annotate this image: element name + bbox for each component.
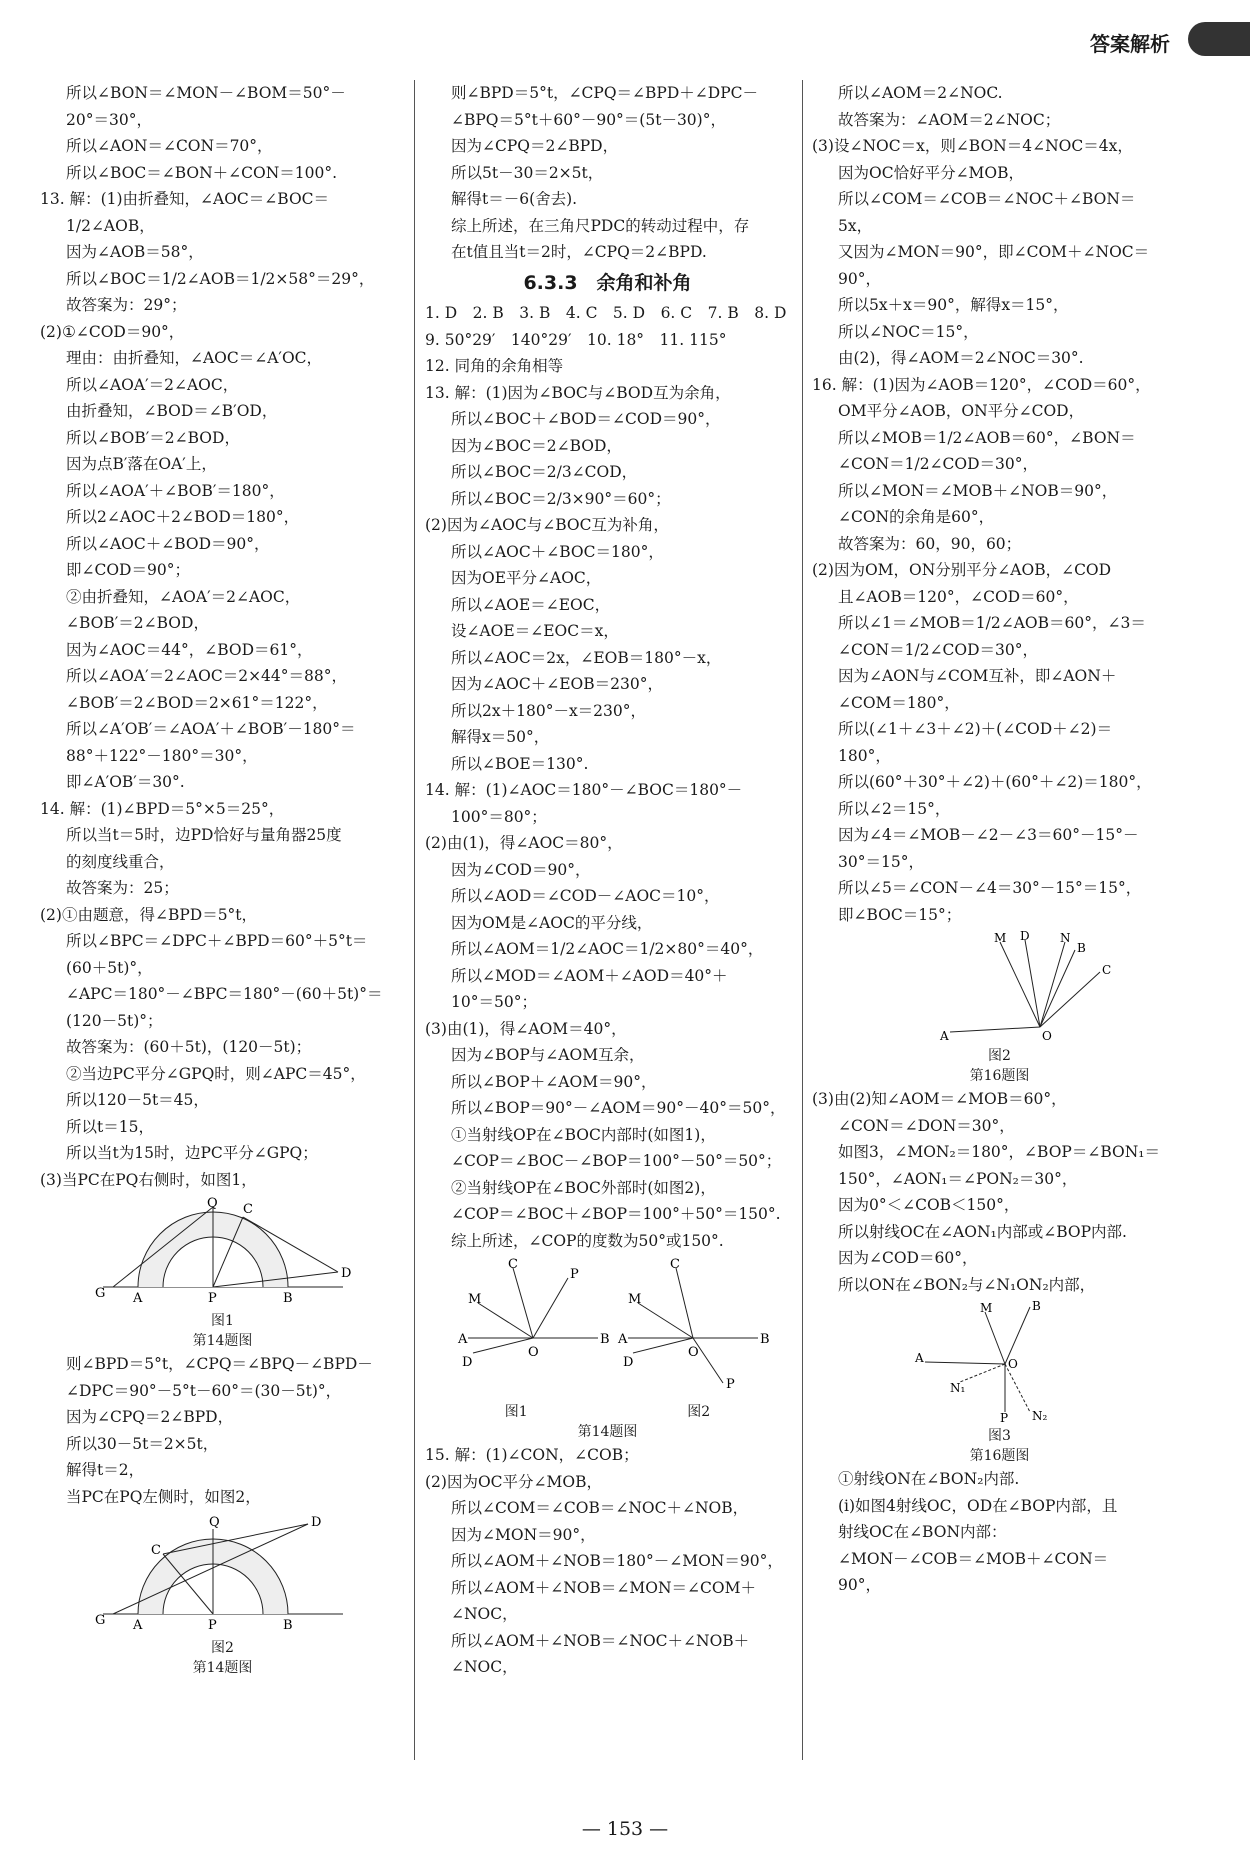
text-line: 则∠BPD＝5°t，∠CPQ＝∠BPQ－∠BPD－	[66, 1355, 373, 1373]
figure-title: 第16题图	[969, 1448, 1030, 1464]
figure-title: 第14题图	[192, 1660, 253, 1676]
text-line: 所以∠A′OB′＝∠AOA′＋∠BOB′－180°＝	[66, 720, 356, 738]
text-line: 因为∠CPQ＝2∠BPD，	[66, 1408, 234, 1426]
text-line: 所以ON在∠BON₂与∠N₁ON₂内部，	[838, 1275, 1096, 1294]
text-line: 所以∠AOM＝2∠NOC.	[838, 84, 1003, 102]
svg-text:Q: Q	[208, 1515, 220, 1530]
header-tab	[1188, 22, 1250, 56]
svg-text:M: M	[467, 1292, 481, 1307]
svg-text:B: B	[1031, 1299, 1041, 1313]
text-line: ∠BPQ＝5°t＋60°－90°＝(5t－30)°，	[451, 110, 726, 129]
label: D	[340, 1266, 351, 1281]
figure-title: 第14题图	[577, 1424, 638, 1440]
svg-text:C: C	[669, 1257, 680, 1272]
text-line: (2)①由题意，得∠BPD＝5°t，	[40, 905, 258, 924]
svg-text:O: O	[1041, 1029, 1052, 1043]
text-line: 故答案为：60，90，60；	[838, 534, 1022, 553]
text-line: ②当射线OP在∠BOC外部时(如图2)，	[451, 1178, 716, 1197]
text-line: 90°，	[838, 1576, 881, 1594]
svg-text:A: A	[914, 1351, 924, 1365]
text-line: 因为∠AON与∠COM互补，即∠AON＋	[838, 667, 1117, 685]
column-divider	[802, 80, 803, 1760]
svg-text:P: P	[999, 1411, 1008, 1425]
text-line: 则∠BPD＝5°t，∠CPQ＝∠BPD＋∠DPC－	[451, 84, 758, 102]
figure-16-2	[890, 929, 1111, 1043]
text-line: 所以∠AOA′＝2∠AOC，	[66, 375, 239, 394]
text-line: 所以(∠1＋∠3＋∠2)＋(∠COD＋∠2)＝	[838, 720, 1113, 738]
text-line: (2)由(1)，得∠AOC＝80°，	[425, 834, 623, 852]
figure-title: 第16题图	[969, 1068, 1030, 1084]
text-line: 因为∠4＝∠MOB－∠2－∠3＝60°－15°－	[838, 826, 1139, 844]
text-line: 所以30－5t＝2×5t，	[66, 1434, 219, 1453]
svg-text:B: B	[282, 1618, 293, 1633]
text-line: 因为∠COD＝60°，	[838, 1249, 978, 1267]
svg-text:N₁: N₁	[949, 1381, 965, 1395]
figure-14-2	[93, 1514, 353, 1634]
text-line: 理由：由折叠知，∠AOC＝∠A′OC，	[66, 349, 323, 367]
text-line: 因为∠AOB＝58°，	[66, 243, 204, 261]
text-line: 所以∠2＝15°，	[838, 799, 951, 818]
text-line: 所以∠1＝∠MOB＝1/2∠AOB＝60°，∠3＝	[838, 614, 1146, 632]
text-line: 所以∠AOC＝2x，∠EOB＝180°－x，	[451, 648, 722, 667]
figure-title: 第14题图	[192, 1333, 253, 1349]
text-line: 30°＝15°，	[838, 852, 924, 871]
text-line: 设∠AOE＝∠EOC＝x，	[451, 622, 619, 640]
text-line: 所以∠BON＝∠MON－∠BOM＝50°－	[66, 84, 346, 102]
text-line: 所以∠MON＝∠MOB＋∠NOB＝90°，	[838, 481, 1118, 500]
text-line: 的刻度线重合，	[66, 852, 175, 871]
svg-text:A: A	[939, 1029, 949, 1043]
text-line: 150°，∠AON₁＝∠PON₂＝30°，	[838, 1169, 1078, 1188]
text-line: (60＋5t)°，	[66, 958, 153, 977]
text-line: 9. 50°29′ 140°29′ 10. 18° 11. 115°	[425, 330, 727, 349]
text-line: 解得t＝－6(舍去).	[451, 190, 578, 208]
text-line: 所以∠MOD＝∠AOM＋∠AOD＝40°＋	[451, 966, 728, 985]
text-line: 所以∠AOE＝∠EOC，	[451, 595, 611, 614]
figure-caption: 图2	[211, 1640, 234, 1656]
svg-text:P: P	[725, 1377, 735, 1392]
text-line: 所以∠COM＝∠COB＝∠NOC＋∠BON＝	[838, 190, 1136, 208]
text-line: 所以∠AOC＋∠BOC＝180°，	[451, 542, 664, 561]
figure-caption: 图2	[988, 1048, 1011, 1064]
text-line: 所以∠BOE＝130°.	[451, 754, 589, 773]
label: Q	[206, 1196, 218, 1211]
text-line: 故答案为：29°；	[66, 296, 187, 314]
text-line: 所以2x＋180°－x＝230°，	[451, 701, 647, 720]
answer-text-block	[812, 1086, 1187, 1298]
text-line: ∠COP＝∠BOC－∠BOP＝100°－50°＝50°；	[451, 1152, 782, 1170]
answer-text-block	[812, 1466, 1187, 1599]
text-line: 所以∠BOP＋∠AOM＝90°，	[451, 1072, 657, 1091]
text-line: 即∠BOC＝15°；	[838, 905, 962, 924]
text-line: 即∠A′OB′＝30°.	[66, 773, 185, 791]
figure-16-3	[900, 1299, 1100, 1425]
text-line: 所以∠BOC＋∠BOD＝∠COD＝90°，	[451, 410, 721, 428]
column-divider	[414, 80, 415, 1760]
svg-text:A: A	[132, 1618, 142, 1633]
text-line: 因为0°＜∠COB＜150°，	[838, 1196, 1020, 1214]
text-line: 15. 解：(1)∠CON，∠COB；	[425, 1446, 639, 1464]
text-line: (2)因为∠AOC与∠BOC互为补角，	[425, 516, 669, 534]
text-line: 所以∠BOC＝∠BON＋∠CON＝100°.	[66, 163, 338, 182]
text-line: ∠DPC＝90°－5°t－60°＝(30－5t)°，	[66, 1381, 342, 1400]
text-line: 所以5t－30＝2×5t，	[451, 163, 604, 182]
text-line: (120－5t)°；	[66, 1011, 163, 1030]
svg-text:O: O	[1007, 1357, 1018, 1371]
text-line: 解得t＝2，	[66, 1461, 145, 1479]
text-line: 所以5x＋x＝90°，解得x＝15°，	[838, 296, 1069, 314]
svg-text:P: P	[207, 1618, 217, 1633]
text-line: 所以∠AOM＋∠NOB＝∠MON＝∠COM＋	[451, 1578, 756, 1597]
text-line: 综上所述，∠COP的度数为50°或150°.	[451, 1231, 724, 1250]
figure-caption: 图2	[687, 1404, 711, 1420]
answer-text-block	[40, 80, 405, 1193]
text-line: 因为OM是∠AOC的平分线，	[451, 913, 653, 932]
text-line: 所以∠NOC＝15°，	[838, 322, 979, 341]
text-line: 180°，	[838, 746, 891, 765]
svg-text:N: N	[1059, 931, 1070, 945]
answer-text-block	[425, 300, 790, 1254]
text-line: 所以射线OC在∠AON₁内部或∠BOP内部.	[838, 1222, 1127, 1241]
text-line: 因为点B′落在OA′上，	[66, 455, 217, 473]
text-line: 如图3，∠MON₂＝180°，∠BOP＝∠BON₁＝	[838, 1143, 1160, 1161]
label: B	[282, 1291, 293, 1306]
text-line: 1/2∠AOB，	[66, 216, 155, 235]
text-line: 综上所述，在三角尺PDC的转动过程中，存	[451, 216, 750, 235]
text-line: 因为∠CPQ＝2∠BPD，	[451, 137, 619, 155]
svg-text:C: C	[1101, 963, 1111, 977]
text-line: 所以∠COM＝∠COB＝∠NOC＋∠NOB，	[451, 1499, 749, 1517]
svg-text:D: D	[622, 1355, 633, 1370]
svg-text:M: M	[627, 1292, 641, 1307]
text-line: 所以∠BOB′＝2∠BOD，	[66, 428, 240, 447]
figure-caption: 图3	[988, 1428, 1011, 1444]
figure-14-1	[93, 1197, 353, 1307]
answer-text-block	[425, 80, 790, 266]
text-line: ∠BOB′＝2∠BOD，	[66, 614, 209, 632]
svg-text:D: D	[310, 1515, 321, 1530]
text-line: 因为OE平分∠AOC，	[451, 569, 602, 587]
text-line: 所以2∠AOC＋2∠BOD＝180°，	[66, 508, 300, 526]
text-line: ∠COM＝180°，	[838, 693, 960, 712]
text-line: 所以∠BOC＝2/3∠COD，	[451, 463, 638, 481]
text-line: 所以∠BOP＝90°－∠AOM＝90°－40°＝50°，	[451, 1099, 786, 1117]
text-line: 由折叠知，∠BOD＝∠B′OD，	[66, 402, 278, 420]
text-line: 且∠AOB＝120°，∠COD＝60°，	[838, 587, 1079, 606]
section-title: 6.3.3 余角和补角	[523, 271, 692, 294]
text-line: 所以∠AOC＋∠BOD＝90°，	[66, 534, 270, 553]
answer-text-block	[40, 1351, 405, 1510]
page-number: — 153 —	[581, 1818, 669, 1840]
text-line: (3)设∠NOC＝x，则∠BON＝4∠NOC＝4x，	[812, 137, 1133, 155]
svg-text:M: M	[979, 1301, 992, 1315]
text-line: 因为OC恰好平分∠MOB，	[838, 163, 1025, 182]
text-line: 所以∠5＝∠CON－∠4＝30°－15°＝15°，	[838, 879, 1142, 897]
text-line: ∠NOC，	[451, 1658, 518, 1676]
svg-text:A: A	[457, 1332, 467, 1347]
text-line: 14. 解：(1)∠AOC＝180°－∠BOC＝180°－	[425, 781, 743, 799]
text-line: 因为∠COD＝90°，	[451, 860, 591, 879]
svg-text:O: O	[527, 1345, 539, 1360]
text-line: 在t值且当t＝2时，∠CPQ＝2∠BPD.	[451, 243, 707, 261]
label: P	[207, 1291, 217, 1306]
text-line: (i)如图4射线OC，OD在∠BOP内部，且	[838, 1496, 1118, 1515]
figure-14-angles	[448, 1258, 768, 1398]
text-line: ∠BOB′＝2∠BOD＝2×61°＝122°，	[66, 693, 328, 712]
answer-text-block	[425, 1442, 790, 1681]
label: G	[94, 1286, 105, 1301]
text-line: 1. D 2. B 3. B 4. C 5. D 6. C 7. B 8. D	[425, 304, 787, 322]
header-label: 答案解析	[1090, 32, 1170, 56]
svg-text:N₂: N₂	[1031, 1409, 1047, 1423]
text-line: 因为∠AOC＝44°，∠BOD＝61°，	[66, 640, 313, 659]
text-line: ①射线ON在∠BON₂内部.	[838, 1470, 1020, 1488]
figure-caption: 图1	[211, 1313, 234, 1329]
text-line: 13. 解：(1)因为∠BOC与∠BOD互为余角，	[425, 383, 731, 402]
text-line: ∠CON＝∠DON＝30°，	[838, 1116, 1015, 1135]
text-line: 16. 解：(1)因为∠AOB＝120°，∠COD＝60°，	[812, 375, 1151, 394]
text-line: (2)①∠COD＝90°，	[40, 322, 185, 341]
text-line: 所以当t＝5时，边PD恰好与量角器25度	[66, 826, 342, 844]
text-line: ∠CON的余角是60°，	[838, 508, 995, 526]
text-line: 所以∠AOA′＋∠BOB′＝180°，	[66, 481, 285, 500]
text-line: 所以∠AOM＋∠NOB＝180°－∠MON＝90°，	[451, 1552, 783, 1570]
column-3	[812, 80, 1187, 1599]
text-line: 所以120－5t＝45，	[66, 1091, 209, 1109]
text-line: 所以∠BOC＝2/3×90°＝60°；	[451, 489, 671, 508]
text-line: 当PC在PQ左侧时，如图2，	[66, 1487, 261, 1506]
text-line: 88°＋122°－180°＝30°，	[66, 746, 258, 765]
svg-text:B: B	[759, 1332, 770, 1347]
text-line: ∠NOC，	[451, 1605, 518, 1623]
figure-caption: 图1	[504, 1404, 528, 1420]
svg-text:M: M	[993, 931, 1006, 945]
label: C	[242, 1202, 253, 1217]
text-line: 所以∠BOC＝1/2∠AOB＝1/2×58°＝29°，	[66, 269, 375, 288]
text-line: (2)因为OM，ON分别平分∠AOB，∠COD	[812, 561, 1112, 579]
svg-text:C: C	[150, 1543, 161, 1558]
text-line: 10°＝50°；	[451, 993, 537, 1011]
text-line: 所以∠BPC＝∠DPC＋∠BPD＝60°＋5°t＝	[66, 932, 368, 950]
text-line: 所以t＝15，	[66, 1117, 154, 1136]
column-2	[425, 80, 790, 1681]
text-line: 即∠COD＝90°；	[66, 561, 190, 579]
svg-text:B: B	[1076, 941, 1086, 955]
text-line: 所以∠AOM＋∠NOB＝∠NOC＋∠NOB＋	[451, 1631, 750, 1650]
text-line: 又因为∠MON＝90°，即∠COM＋∠NOC＝	[838, 243, 1150, 261]
text-line: ∠APC＝180°－∠BPC＝180°－(60＋5t)°＝	[66, 985, 383, 1003]
svg-text:D: D	[1019, 929, 1030, 943]
svg-text:O: O	[687, 1345, 699, 1360]
text-line: 所以(60°＋30°＋∠2)＋(60°＋∠2)＝180°，	[838, 773, 1152, 791]
text-line: 所以∠AOD＝∠COD－∠AOC＝10°，	[451, 887, 720, 905]
text-line: 所以∠AOA′＝2∠AOC＝2×44°＝88°，	[66, 667, 348, 685]
text-line: 90°，	[838, 269, 881, 288]
text-line: ∠COP＝∠BOC＋∠BOP＝100°＋50°＝150°.	[451, 1205, 781, 1223]
column-1	[40, 80, 405, 1678]
text-line: 故答案为：(60＋5t)，(120－5t)；	[66, 1038, 312, 1056]
text-line: 5x，	[838, 216, 873, 235]
text-line: 所以∠AOM＝1/2∠AOC＝1/2×80°＝40°，	[451, 940, 764, 958]
svg-text:B: B	[599, 1332, 610, 1347]
text-line: 因为∠MON＝90°，	[451, 1525, 596, 1544]
answer-text-block	[812, 80, 1187, 928]
text-line: 20°＝30°，	[66, 110, 152, 129]
text-line: (2)因为OC平分∠MOB，	[425, 1472, 602, 1491]
text-line: ∠MON－∠COB＝∠MOB＋∠CON＝	[838, 1549, 1109, 1568]
text-line: ②当边PC平分∠GPQ时，则∠APC＝45°，	[66, 1064, 366, 1083]
text-line: ∠CON＝1/2∠COD＝30°，	[838, 455, 1039, 473]
text-line: 12. 同角的余角相等	[425, 357, 564, 375]
text-line: 14. 解：(1)∠BPD＝5°×5＝25°，	[40, 799, 285, 818]
text-line: (3)当PC在PQ右侧时，如图1，	[40, 1170, 257, 1189]
text-line: 100°＝80°；	[451, 807, 547, 826]
text-line: 故答案为：∠AOM＝2∠NOC；	[838, 110, 1061, 129]
text-line: ∠CON＝1/2∠COD＝30°，	[838, 640, 1039, 659]
text-line: 由(2)，得∠AOM＝2∠NOC＝30°.	[838, 349, 1084, 367]
text-line: ②由折叠知，∠AOA′＝2∠AOC，	[66, 587, 301, 606]
svg-text:A: A	[617, 1332, 627, 1347]
text-line: 所以当t为15时，边PC平分∠GPQ；	[66, 1144, 318, 1162]
svg-text:D: D	[461, 1355, 472, 1370]
text-line: 所以∠AON＝∠CON＝70°，	[66, 137, 273, 155]
text-line: 所以∠MOB＝1/2∠AOB＝60°，∠BON＝	[838, 428, 1136, 447]
text-line: 故答案为：25；	[66, 879, 179, 897]
text-line: 解得x＝50°，	[451, 728, 550, 746]
text-line: 因为∠BOP与∠AOM互余，	[451, 1046, 645, 1064]
svg-text:C: C	[507, 1257, 518, 1272]
text-line: ①当射线OP在∠BOC内部时(如图1)，	[451, 1125, 716, 1144]
text-line: (3)由(2)知∠AOM＝∠MOB＝60°，	[812, 1090, 1067, 1108]
label: A	[132, 1291, 142, 1306]
text-line: 射线OC在∠BON内部：	[838, 1523, 1007, 1541]
text-line: (3)由(1)，得∠AOM＝40°，	[425, 1019, 627, 1038]
text-line: 因为∠BOC＝2∠BOD，	[451, 436, 622, 455]
text-line: OM平分∠AOB，ON平分∠COD，	[838, 402, 1085, 420]
text-line: 13. 解：(1)由折叠知，∠AOC＝∠BOC＝	[40, 190, 330, 208]
text-line: 因为∠AOC＋∠EOB＝230°，	[451, 675, 663, 693]
svg-text:G: G	[94, 1613, 105, 1628]
svg-text:P: P	[569, 1267, 579, 1282]
